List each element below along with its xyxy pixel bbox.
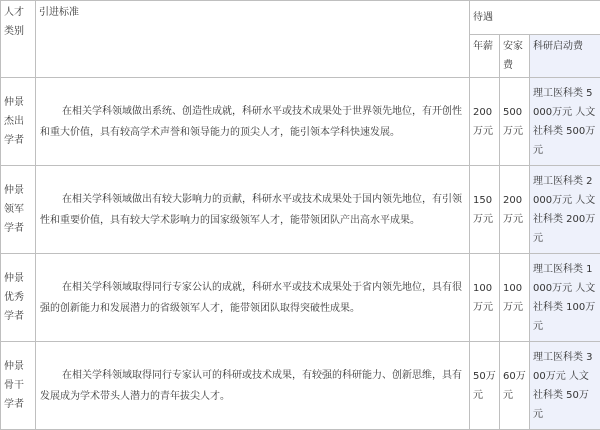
header-category: 人才类别	[1, 1, 36, 78]
row-criteria	[36, 342, 470, 430]
header-criteria: 引进标准	[36, 1, 470, 78]
row-category: 仲景领军学者	[1, 166, 36, 254]
row-research: 理工医科类 2000万元 人文社科类 200万元	[530, 166, 600, 254]
row-housing: 500万元	[500, 78, 530, 166]
header-salary: 年薪	[470, 35, 500, 78]
row-criteria-text: 在相关学科领域做出系统、创造性成就，科研水平或技术成果处于世界领先地位，有开创性和重大价值，具有较高学术声誉和领导能力的顶尖人才，能引领本学科快速发展。	[40, 101, 463, 143]
header-research: 科研启动费	[530, 35, 600, 78]
header-row-top	[1, 1, 600, 35]
row-research: 理工医科类 300万元 人文社科类 50万元	[530, 342, 600, 430]
row-salary: 100万元	[470, 254, 500, 342]
row-criteria	[36, 254, 470, 342]
row-criteria	[36, 78, 470, 166]
table-row	[1, 166, 600, 254]
header-treatment: 待遇	[470, 1, 600, 35]
row-research: 理工医科类 1000万元 人文社科类 100万元	[530, 254, 600, 342]
row-criteria	[36, 166, 470, 254]
row-criteria-text: 在相关学科领域取得同行专家公认的成就，科研水平或技术成果处于省内领先地位，具有很强的创新能力和发展潜力的省级领军人才，能带领团队取得突破性成果。	[40, 277, 463, 319]
row-category: 仲景杰出学者	[1, 78, 36, 166]
table-row	[1, 342, 600, 430]
row-salary: 150万元	[470, 166, 500, 254]
row-criteria-text: 在相关学科领域取得同行专家认可的科研或技术成果，有较强的科研能力、创新思维，具有发展成为学术带头人潜力的青年拔尖人才。	[40, 365, 463, 407]
row-salary: 200万元	[470, 78, 500, 166]
row-housing: 200万元	[500, 166, 530, 254]
row-housing: 100万元	[500, 254, 530, 342]
row-salary: 50万元	[470, 342, 500, 430]
row-category: 仲景骨干学者	[1, 342, 36, 430]
row-criteria-text: 在相关学科领域做出有较大影响力的贡献，科研水平或技术成果处于国内领先地位，有引领性和重要价值，具有较大学术影响力的国家级领军人才，能带领团队产出高水平成果。	[40, 189, 463, 231]
row-category: 仲景优秀学者	[1, 254, 36, 342]
row-research: 理工医科类 5000万元 人文社科类 500万元	[530, 78, 600, 166]
table-row	[1, 78, 600, 166]
table-row	[1, 254, 600, 342]
row-housing: 60万元	[500, 342, 530, 430]
header-housing: 安家费	[500, 35, 530, 78]
